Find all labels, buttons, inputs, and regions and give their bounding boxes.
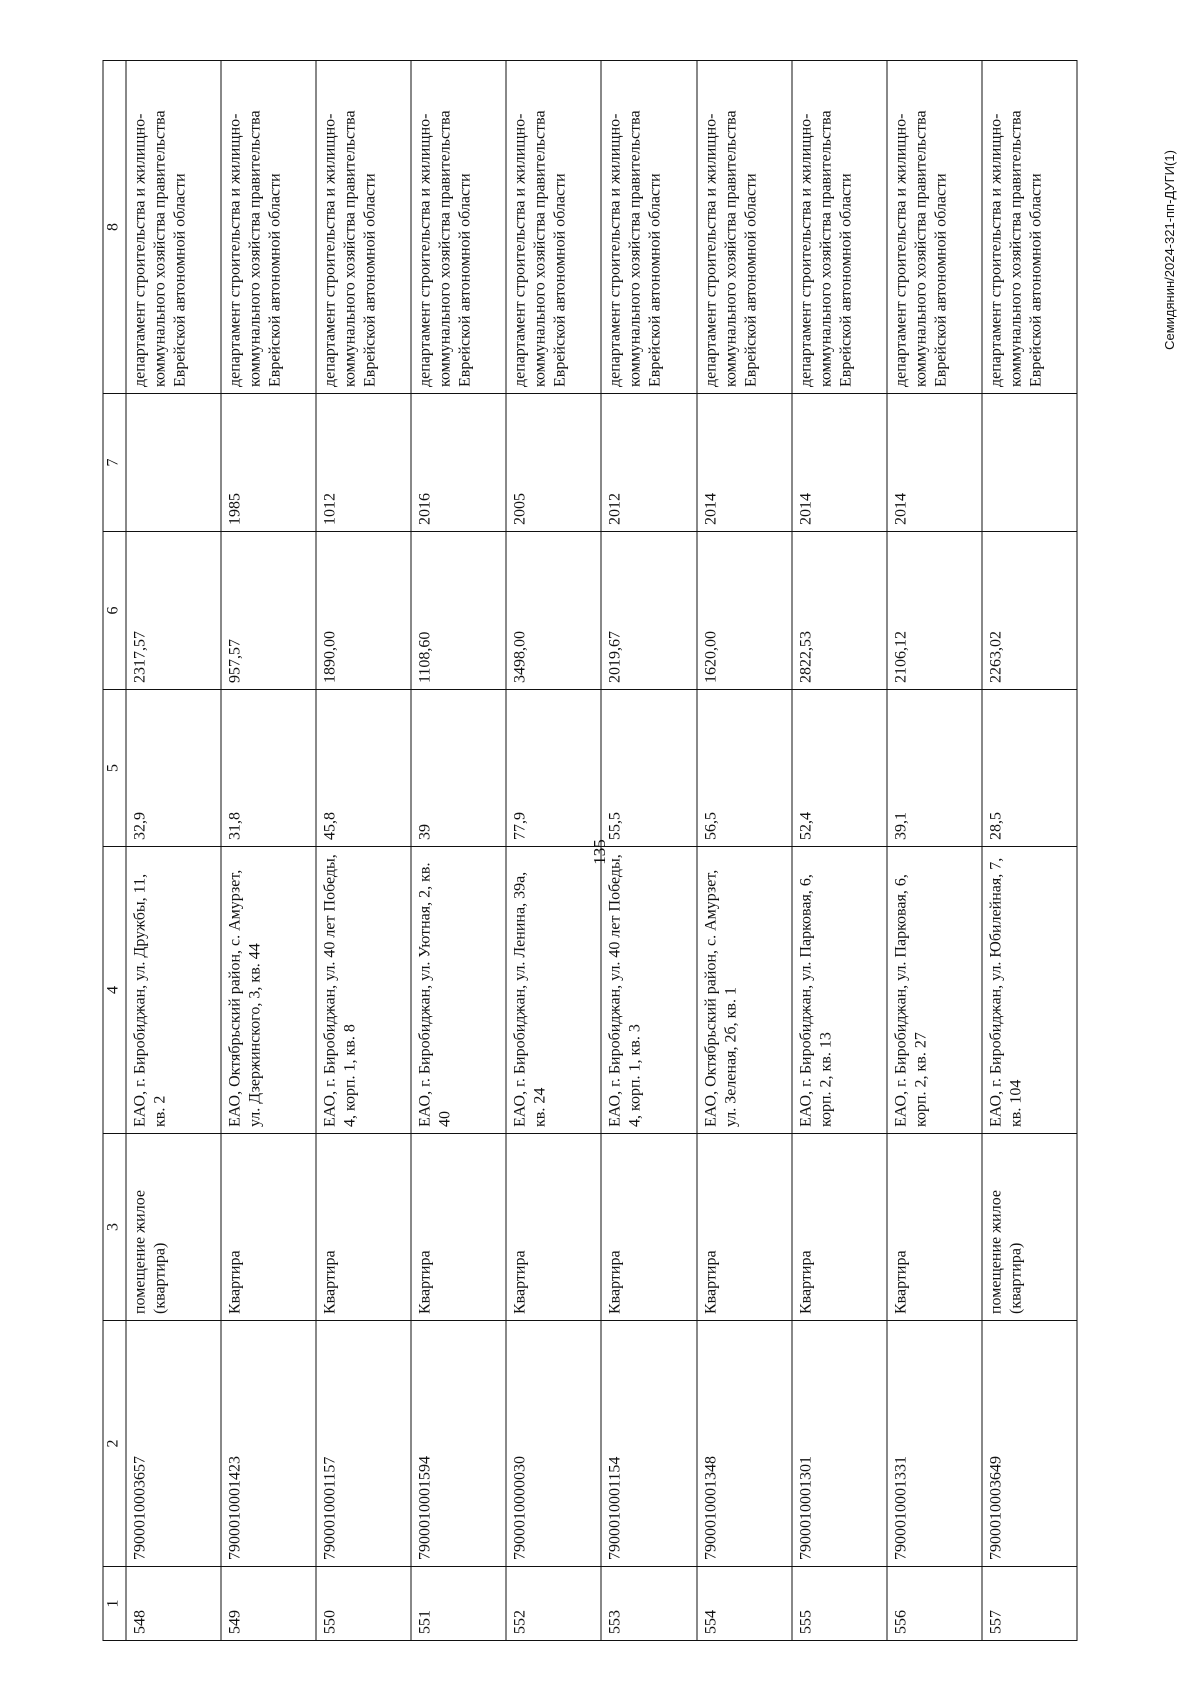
holder-cell: департамент строительства и жилищно-коммунального хозяйства правительства Еврейской автономной области [126,61,221,394]
registry-number-cell: 7900010003649 [982,1321,1077,1567]
year-cell: 1985 [221,394,316,532]
table-row [316,61,411,1641]
registry-number-cell: 7900010001348 [697,1321,792,1567]
register-rows [126,61,1077,1641]
row-number-cell: 550 [316,1567,411,1641]
year-cell: 2016 [411,394,506,532]
area-cell: 31,8 [221,690,316,847]
row-number-cell: 557 [982,1567,1077,1641]
table-row [982,61,1077,1641]
object-type-cell: Квартира [411,1134,506,1321]
row-number-cell: 551 [411,1567,506,1641]
column-header: 8 [103,61,126,394]
address-cell: ЕАО, г. Биробиджан, ул. Юбилейная, 7, кв. 104 [982,847,1077,1134]
cost-cell: 2822,53 [792,532,887,690]
cost-cell: 1620,00 [697,532,792,690]
object-type-cell: помещение жилое (квартира) [982,1134,1077,1321]
property-register-table-wrapper [103,61,1078,1641]
cost-cell: 2019,67 [601,532,696,690]
registry-number-cell: 7900010001331 [887,1321,982,1567]
table-row [126,61,221,1641]
holder-cell: департамент строительства и жилищно-коммунального хозяйства правительства Еврейской автономной области [887,61,982,394]
object-type-cell: помещение жилое (квартира) [126,1134,221,1321]
registry-number-cell: 7900010001154 [601,1321,696,1567]
property-register-table [103,60,1078,1641]
object-type-cell: Квартира [887,1134,982,1321]
address-cell: ЕАО, г. Биробиджан, ул. Уютная, 2, кв. 40 [411,847,506,1134]
object-type-cell: Квартира [506,1134,601,1321]
object-type-cell: Квартира [792,1134,887,1321]
registry-number-cell: 7900010000030 [506,1321,601,1567]
object-type-cell: Квартира [601,1134,696,1321]
column-header: 6 [103,532,126,690]
object-type-cell: Квартира [316,1134,411,1321]
row-number-cell: 554 [697,1567,792,1641]
row-number-cell: 549 [221,1567,316,1641]
area-cell: 28,5 [982,690,1077,847]
year-cell: 2014 [887,394,982,532]
year-cell: 2014 [792,394,887,532]
year-cell: 2014 [697,394,792,532]
cost-cell: 3498,00 [506,532,601,690]
holder-cell: департамент строительства и жилищно-коммунального хозяйства правительства Еврейской автономной области [411,61,506,394]
area-cell: 56,5 [697,690,792,847]
year-cell [126,394,221,532]
column-header: 3 [103,1134,126,1321]
column-number-row [103,61,126,1641]
column-header: 2 [103,1321,126,1567]
cost-cell: 2263,02 [982,532,1077,690]
registry-number-cell: 7900010001157 [316,1321,411,1567]
table-row [506,61,601,1641]
document-footer-code: Семидянин/2024-321-пп-ДУГИ(1) [1162,150,1177,350]
year-cell: 2012 [601,394,696,532]
address-cell: ЕАО, г. Биробиджан, ул. Парковая, 6, корп. 2, кв. 27 [887,847,982,1134]
cost-cell: 957,57 [221,532,316,690]
registry-number-cell: 7900010001423 [221,1321,316,1567]
area-cell: 39,1 [887,690,982,847]
table-row [887,61,982,1641]
address-cell: ЕАО, г. Биробиджан, ул. 40 лет Победы, 4, корп. 1, кв. 8 [316,847,411,1134]
table-row [601,61,696,1641]
holder-cell: департамент строительства и жилищно-коммунального хозяйства правительства Еврейской автономной области [792,61,887,394]
table-row [792,61,887,1641]
area-cell: 39 [411,690,506,847]
registry-number-cell: 7900010001301 [792,1321,887,1567]
table-row [221,61,316,1641]
area-cell: 45,8 [316,690,411,847]
holder-cell: департамент строительства и жилищно-коммунального хозяйства правительства Еврейской автономной области [506,61,601,394]
area-cell: 55,5 [601,690,696,847]
area-cell: 32,9 [126,690,221,847]
registry-number-cell: 7900010001594 [411,1321,506,1567]
cost-cell: 2106,12 [887,532,982,690]
year-cell: 1012 [316,394,411,532]
year-cell [982,394,1077,532]
row-number-cell: 548 [126,1567,221,1641]
column-header: 1 [103,1567,126,1641]
cost-cell: 2317,57 [126,532,221,690]
column-header: 7 [103,394,126,532]
table-row [411,61,506,1641]
year-cell: 2005 [506,394,601,532]
area-cell: 77,9 [506,690,601,847]
row-number-cell: 556 [887,1567,982,1641]
address-cell: ЕАО, Октябрьский район, с. Амурзет, ул. Дзержинского, 3, кв. 44 [221,847,316,1134]
object-type-cell: Квартира [221,1134,316,1321]
cost-cell: 1890,00 [316,532,411,690]
address-cell: ЕАО, г. Биробиджан, ул. Дружбы, 11, кв. 2 [126,847,221,1134]
address-cell: ЕАО, Октябрьский район, с. Амурзет, ул. Зеленая, 2б, кв. 1 [697,847,792,1134]
holder-cell: департамент строительства и жилищно-коммунального хозяйства правительства Еврейской автономной области [601,61,696,394]
row-number-cell: 552 [506,1567,601,1641]
row-number-cell: 555 [792,1567,887,1641]
holder-cell: департамент строительства и жилищно-коммунального хозяйства правительства Еврейской автономной области [982,61,1077,394]
column-header: 4 [103,847,126,1134]
address-cell: ЕАО, г. Биробиджан, ул. Ленина, 39а, кв. 24 [506,847,601,1134]
column-header: 5 [103,690,126,847]
registry-number-cell: 7900010003657 [126,1321,221,1567]
address-cell: ЕАО, г. Биробиджан, ул. 40 лет Победы, 4, корп. 1, кв. 3 [601,847,696,1134]
address-cell: ЕАО, г. Биробиджан, ул. Парковая, 6, корп. 2, кв. 13 [792,847,887,1134]
table-row [697,61,792,1641]
holder-cell: департамент строительства и жилищно-коммунального хозяйства правительства Еврейской автономной области [221,61,316,394]
page-number: 135 [590,839,609,865]
area-cell: 52,4 [792,690,887,847]
row-number-cell: 553 [601,1567,696,1641]
holder-cell: департамент строительства и жилищно-коммунального хозяйства правительства Еврейской автономной области [316,61,411,394]
object-type-cell: Квартира [697,1134,792,1321]
cost-cell: 1108,60 [411,532,506,690]
holder-cell: департамент строительства и жилищно-коммунального хозяйства правительства Еврейской автономной области [697,61,792,394]
